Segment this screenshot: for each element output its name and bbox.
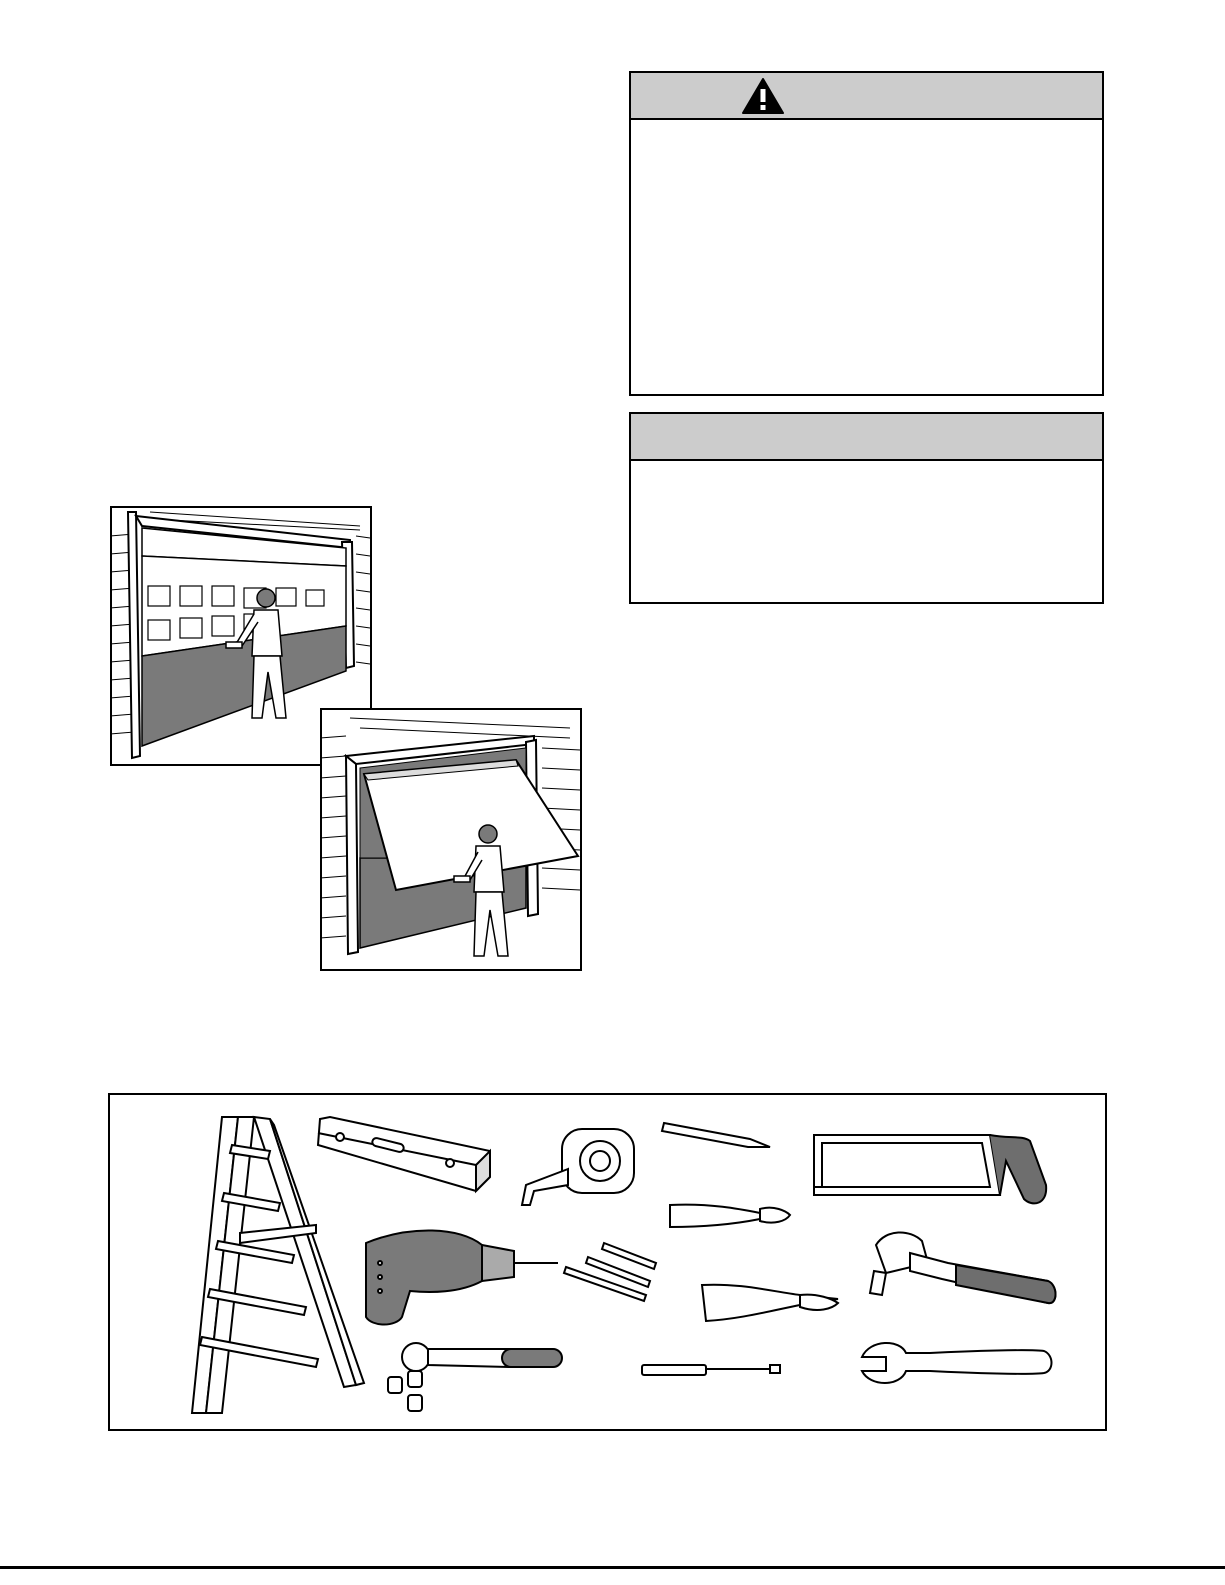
footer-rule [0, 1566, 1225, 1569]
one-piece-door-illustration [320, 708, 582, 971]
level-icon [318, 1117, 490, 1191]
pencil-icon [662, 1123, 770, 1147]
required-tools-panel [108, 1093, 1107, 1431]
tape-measure-icon [522, 1129, 634, 1205]
caution-box [629, 412, 1104, 604]
sockets-icon [388, 1371, 422, 1411]
wire-cutter-icon [670, 1205, 790, 1227]
warning-box [629, 71, 1104, 396]
caution-header [631, 414, 1102, 461]
hacksaw-icon [814, 1135, 1046, 1203]
warning-header [631, 73, 1102, 120]
ratchet-wrench-icon [402, 1343, 562, 1371]
warning-triangle-icon [741, 77, 785, 115]
power-drill-icon [366, 1230, 558, 1324]
stepladder-icon [192, 1117, 364, 1413]
pliers-icon [702, 1285, 838, 1321]
screwdriver-icon [642, 1365, 780, 1375]
adjustable-wrench-icon [862, 1343, 1052, 1383]
hammer-icon [870, 1232, 1056, 1303]
drill-bits-icon [564, 1243, 656, 1301]
